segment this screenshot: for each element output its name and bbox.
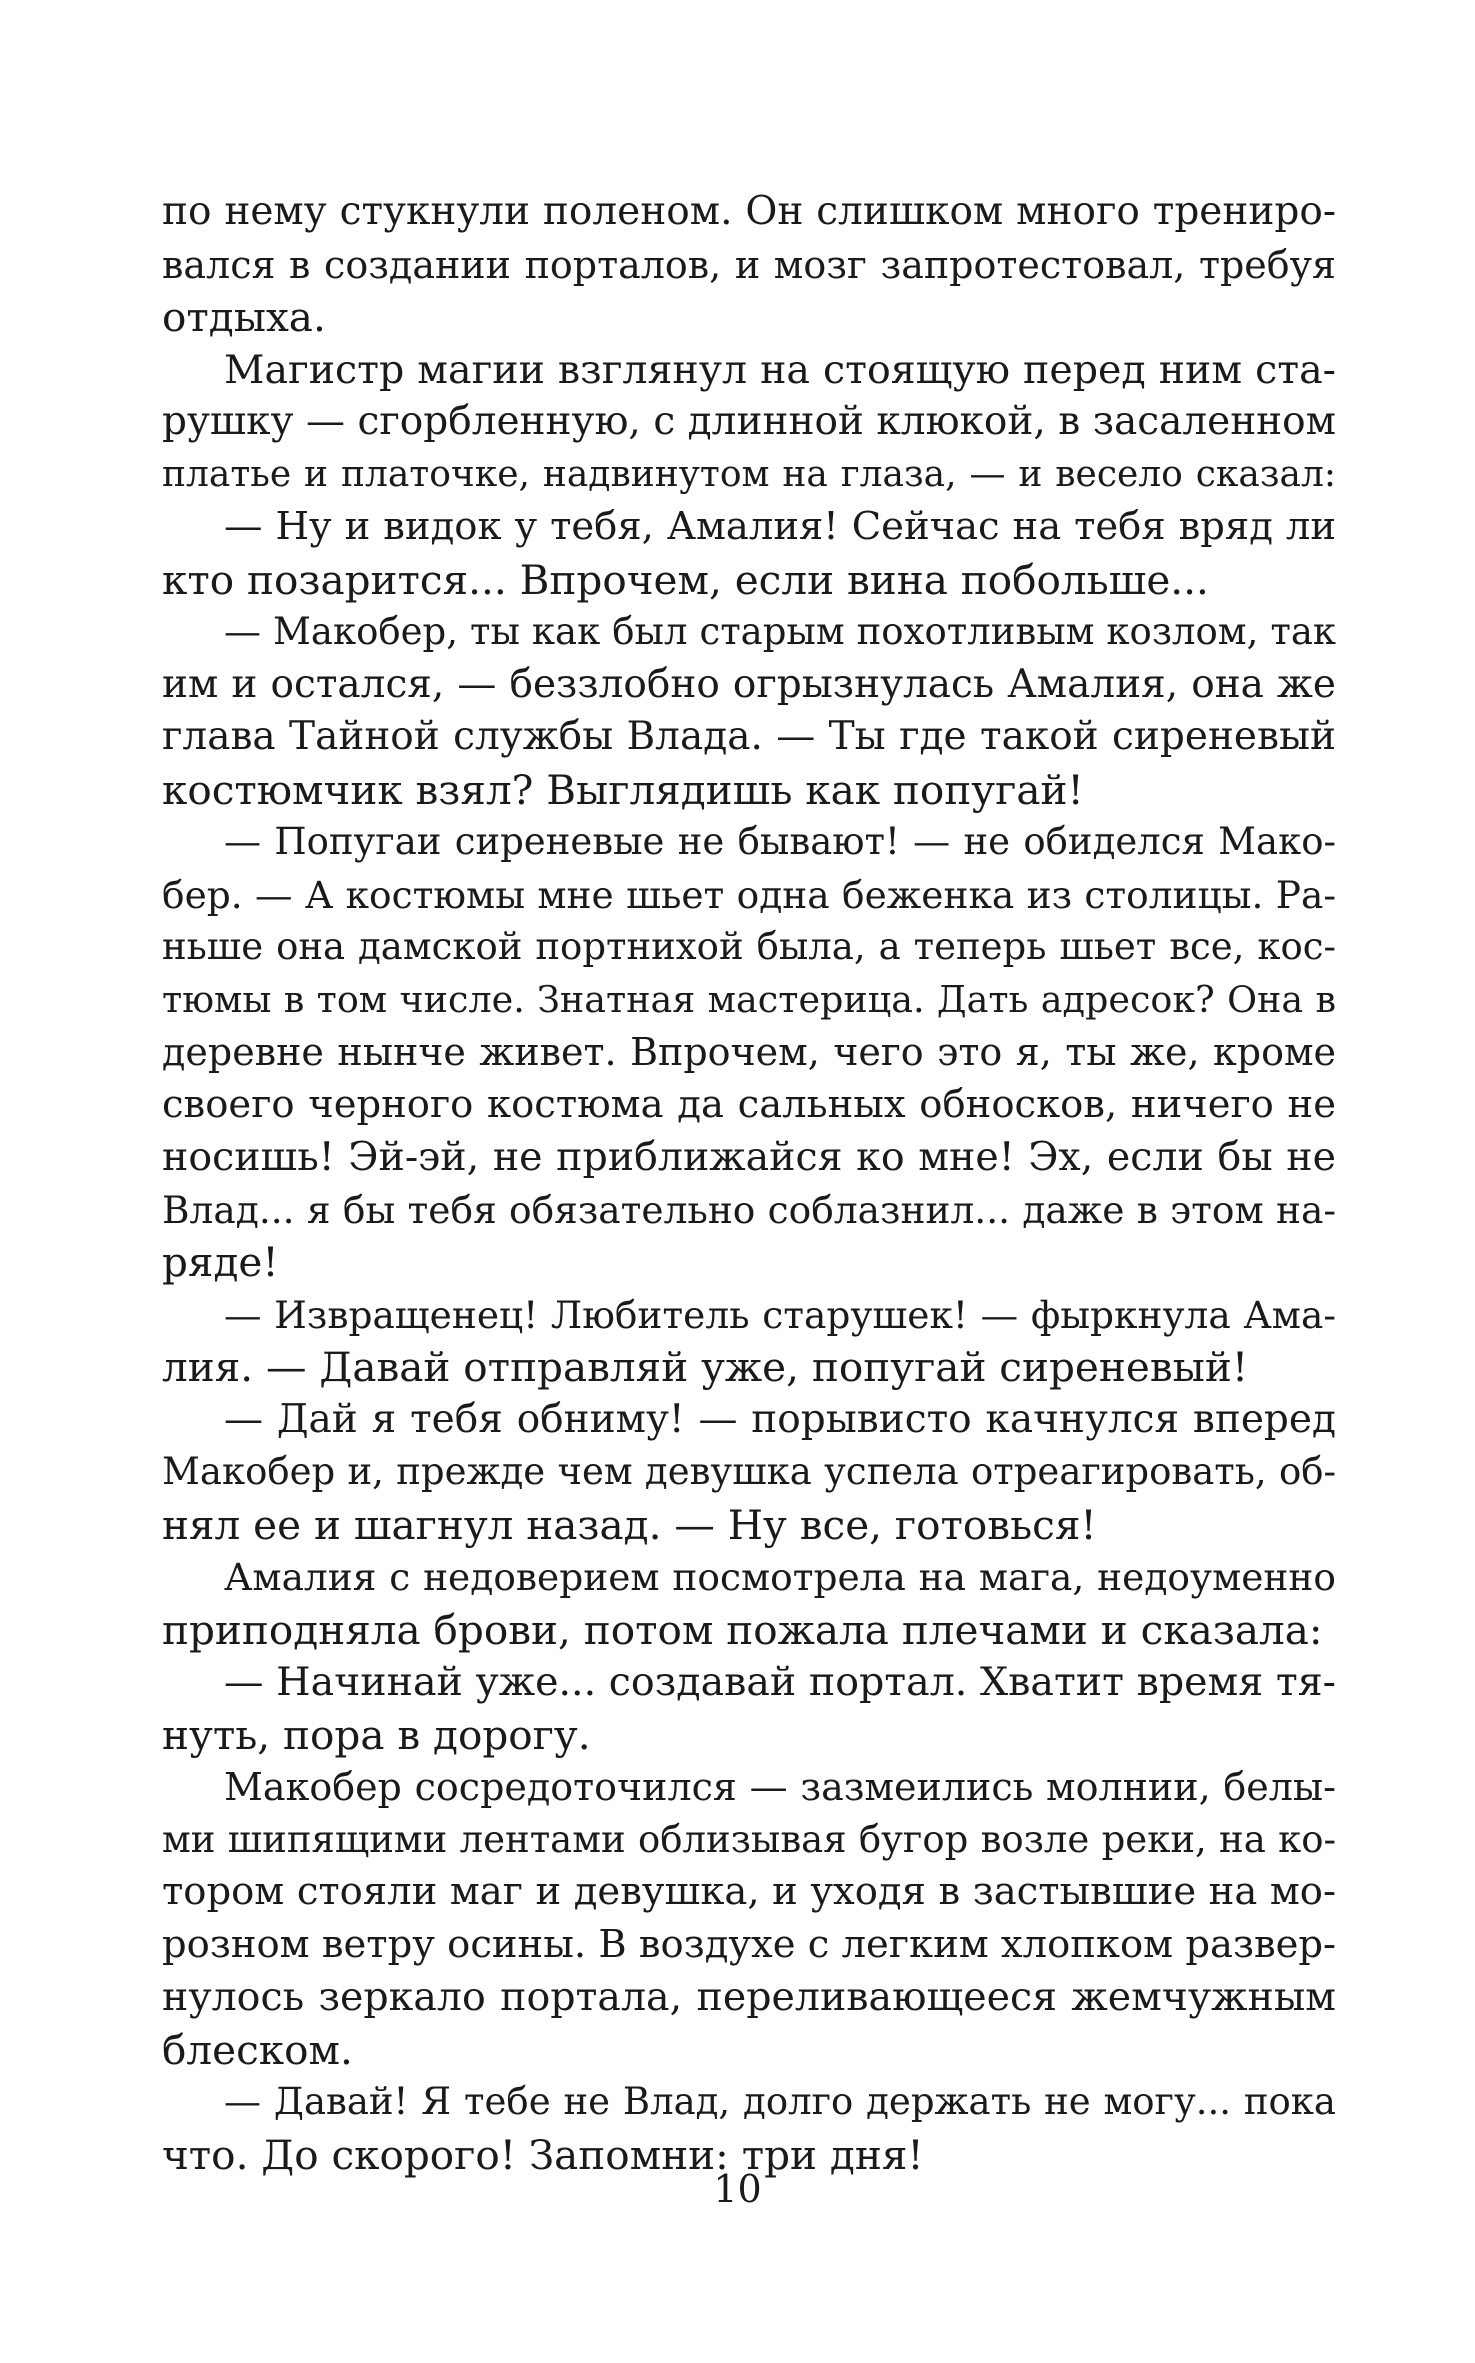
- text-line: розном ветру осины. В воздухе с легким хлопком развер-: [162, 1921, 1337, 1967]
- text-line: рушку — сгорбленную, с длинной клюкой, в засаленном: [162, 399, 1336, 444]
- text-line: — Давай! Я тебе не Влад, долго держать не могу... пока: [224, 2080, 1336, 2123]
- text-line: что. До скорого! Запомни: три дня!: [162, 2130, 924, 2179]
- text-line: отдыха.: [162, 293, 326, 341]
- text-line: кто позарится... Впрочем, если вина побольше...: [162, 555, 1209, 604]
- text-line: Магистр магии взглянул на стоящую перед ним ста-: [224, 346, 1336, 393]
- text-line: бер. — А костюмы мне шьет одна беженка из столицы. Ра-: [162, 872, 1336, 917]
- text-line: своего черного костюма да сальных обносков, ничего не: [162, 1081, 1336, 1127]
- text-line: — Ну и видок у тебя, Амалия! Сейчас на тебя вряд ли: [224, 504, 1336, 549]
- text-line: лия. — Давай отправляй уже, попугай сиреневый!: [162, 1343, 1249, 1391]
- text-line: приподняла брови, потом пожала плечами и сказала:: [162, 1605, 1323, 1654]
- text-line: нял ее и шагнул назад. — Ну все, готовься!: [162, 1500, 1097, 1549]
- text-line: — Извращенец! Любитель старушек! — фыркнула Ама-: [224, 1292, 1336, 1337]
- body-text: [162, 186, 1336, 2181]
- text-line: нулось зеркало портала, переливающееся жемчужным: [162, 1974, 1336, 2020]
- text-line: им и остался, — беззлобно огрызнулась Амалия, она же: [162, 661, 1336, 707]
- text-line: тором стояли маг и девушка, и уходя в застывшие на мо-: [162, 1869, 1336, 1914]
- text-line: деревне нынче живет. Впрочем, чего это я, ты же, кроме: [162, 1030, 1336, 1074]
- text-line: — Дай я тебя обниму! — порывисто качнулся вперед: [224, 1396, 1336, 1442]
- text-line: Макобер сосредоточился — зазмеились молнии, белы-: [224, 1765, 1336, 1809]
- text-line: блеском.: [162, 2025, 353, 2074]
- text-line: костюмчик взял? Выглядишь как попугай!: [162, 765, 1084, 814]
- text-line: тюмы в том числе. Знатная мастерица. Дать адресок? Она в: [162, 977, 1336, 1021]
- text-line: платье и платочке, надвинутом на глаза, — и весело сказал:: [162, 453, 1336, 495]
- text-line: носишь! Эй-эй, не приближайся ко мне! Эх, если бы не: [162, 1134, 1336, 1180]
- text-line: глава Тайной службы Влада. — Ты где такой сиреневый: [162, 714, 1336, 759]
- text-line: Макобер и, прежде чем девушка успела отреагировать, об-: [162, 1450, 1336, 1493]
- text-line: ньше она дамской портнихой была, а теперь шьет все, кос-: [162, 925, 1336, 968]
- text-line: ми шипящими лентами облизывая бугор возле реки, на ко-: [162, 1817, 1336, 1861]
- text-line: Влад... я бы тебя обязательно соблазнил... даже в этом на-: [162, 1187, 1336, 1232]
- page-number: 10: [713, 2167, 762, 2211]
- text-line: — Начинай уже... создавай портал. Хватит время тя-: [224, 1659, 1336, 1705]
- text-line: ряде!: [162, 1238, 279, 1286]
- text-line: Амалия с недоверием посмотрела на мага, недоуменно: [224, 1555, 1336, 1599]
- text-line: — Макобер, ты как был старым похотливым козлом, так: [224, 610, 1336, 653]
- text-line: нуть, пора в дорогу.: [162, 1710, 591, 1759]
- text-line: — Попугаи сиреневые не бывают! — не обиделся Мако-: [224, 820, 1336, 863]
- text-line: вался в создании порталов, и мозг запротестовал, требуя: [162, 242, 1336, 287]
- text-line: по нему стукнули поленом. Он слишком много трениро-: [162, 189, 1336, 234]
